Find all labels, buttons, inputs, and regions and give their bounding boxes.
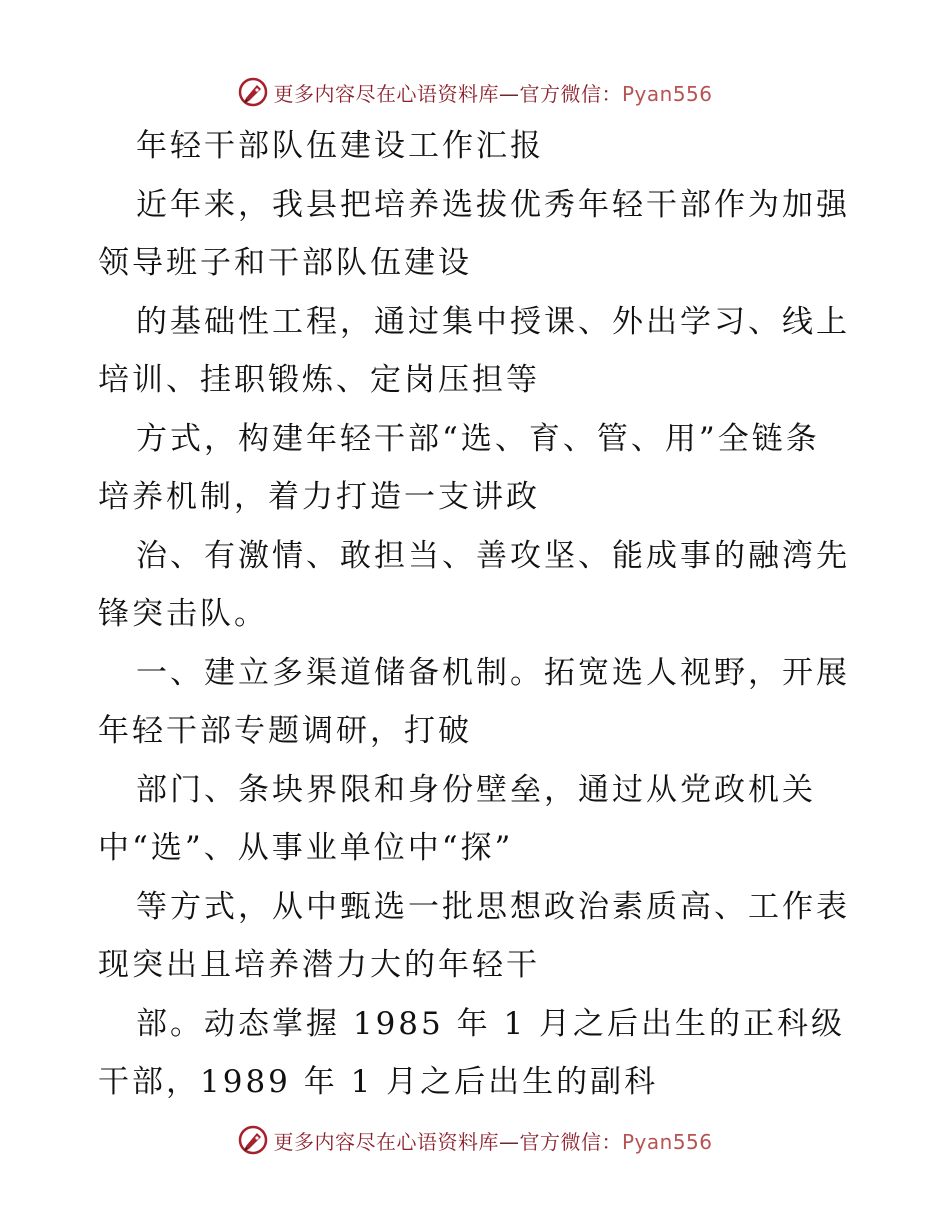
paragraph-line: 部门、条块界限和身份壁垒，通过从党政机关 xyxy=(136,772,816,808)
watermark-wechat-label: 官方微信： xyxy=(519,1129,622,1154)
paragraph-line: 现突出且培养潜力大的年轻干 xyxy=(98,947,540,983)
header-watermark xyxy=(0,72,950,112)
paragraph-line: 年轻干部专题调研，打破 xyxy=(98,713,472,749)
paragraph-line: 领导班子和干部队伍建设 xyxy=(98,245,472,281)
watermark-separator: — xyxy=(498,81,520,106)
paragraph-line: 中“选”、从事业单位中“探” xyxy=(98,830,514,866)
paragraph-line: 部。动态掌握 1985 年 1 月之后出生的正科级 xyxy=(136,1006,846,1042)
watermark-brand: 更多内容尽在心语资料库 xyxy=(273,81,499,106)
footer-watermark xyxy=(0,1120,950,1160)
paragraph-line: 的基础性工程，通过集中授课、外出学习、线上 xyxy=(136,304,850,340)
paragraph-line: 方式，构建年轻干部“选、育、管、用”全链条 xyxy=(136,421,820,457)
paragraph-line: 等方式，从中甄选一批思想政治素质高、工作表 xyxy=(136,889,850,925)
paragraph-line: 锋突击队。 xyxy=(98,596,268,632)
watermark-wechat-id: Pyan556 xyxy=(621,81,713,106)
watermark-wechat-id: Pyan556 xyxy=(621,1129,713,1154)
watermark-separator: — xyxy=(498,1129,520,1154)
pen-nib-icon xyxy=(237,1124,269,1156)
watermark-wechat-label: 官方微信： xyxy=(519,81,622,106)
watermark-brand: 更多内容尽在心语资料库 xyxy=(273,1129,499,1154)
paragraph-line: 治、有激情、敢担当、善攻坚、能成事的融湾先 xyxy=(136,538,850,574)
paragraph-line: 近年来，我县把培养选拔优秀年轻干部作为加强 xyxy=(136,187,850,223)
pen-nib-icon xyxy=(237,76,269,108)
paragraph-line: 培养机制，着力打造一支讲政 xyxy=(98,479,540,515)
document-title: 年轻干部队伍建设工作汇报 xyxy=(136,128,544,164)
paragraph-line: 干部，1989 年 1 月之后出生的副科 xyxy=(98,1064,659,1100)
paragraph-line: 一、建立多渠道储备机制。拓宽选人视野，开展 xyxy=(136,655,850,691)
paragraph-line: 培训、挂职锻炼、定岗压担等 xyxy=(98,362,540,398)
